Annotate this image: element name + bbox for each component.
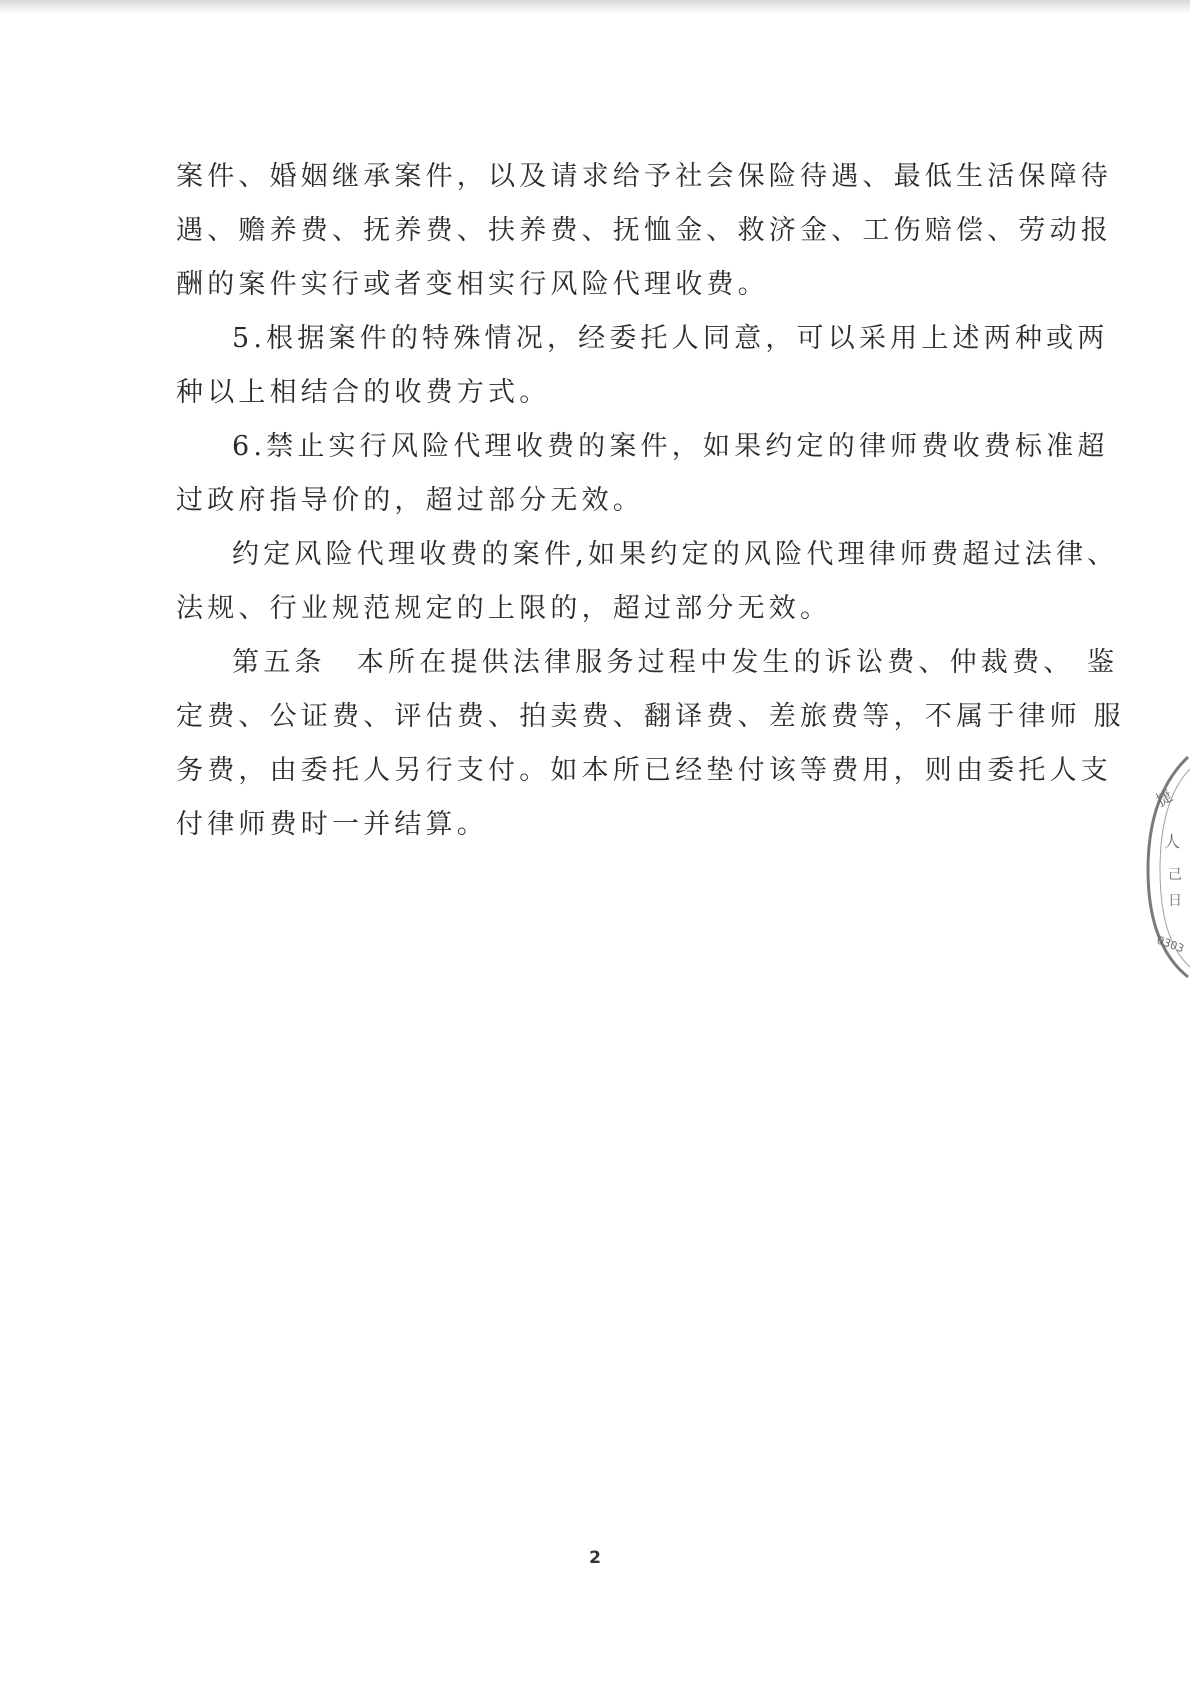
text-line: 过政府指导价的，超过部分无效。 bbox=[176, 485, 644, 516]
text-line: 酬的案件实行或者变相实行风险代理收费。 bbox=[176, 269, 769, 300]
seal-char: 捷 bbox=[1152, 786, 1176, 811]
page-number: 2 bbox=[589, 1548, 601, 1568]
text-line: 定费、公证费、评估费、拍卖费、翻译费、差旅费等，不属于律师 服 bbox=[176, 701, 1125, 732]
seal-stamp-graphic bbox=[1140, 755, 1190, 980]
text-line: 案件、婚姻继承案件，以及请求给予社会保险待遇、最低生活保障待 bbox=[176, 161, 1112, 192]
text-line-clause-5: 5.根据案件的特殊情况，经委托人同意，可以采用上述两种或两 bbox=[232, 323, 1109, 354]
text-line: 付律师费时一并结算。 bbox=[176, 809, 488, 840]
text-line: 遇、赡养费、抚养费、扶养费、抚恤金、救济金、工伤赔偿、劳动报 bbox=[176, 215, 1112, 246]
text-line: 法规、行业规范规定的上限的，超过部分无效。 bbox=[176, 593, 832, 624]
text-line-risk-agency: 约定风险代理收费的案件,如果约定的风险代理律师费超过法律、 bbox=[232, 539, 1119, 570]
seal-char: 日 bbox=[1168, 893, 1182, 909]
partial-seal-stamp bbox=[1140, 755, 1190, 980]
seal-char: 己 bbox=[1168, 867, 1182, 883]
seal-digits: 0303 bbox=[1154, 933, 1186, 956]
document-body bbox=[176, 150, 1125, 852]
scan-top-edge bbox=[0, 0, 1190, 14]
text-line: 种以上相结合的收费方式。 bbox=[176, 377, 551, 408]
text-line-clause-6: 6.禁止实行风险代理收费的案件，如果约定的律师费收费标准超 bbox=[232, 431, 1109, 462]
seal-char: 人 bbox=[1164, 832, 1181, 851]
text-line: 务费，由委托人另行支付。如本所已经垫付该等费用，则由委托人支 bbox=[176, 755, 1112, 786]
text-line-article-5: 第五条 本所在提供法律服务过程中发生的诉讼费、仲裁费、 鉴 bbox=[232, 647, 1119, 678]
